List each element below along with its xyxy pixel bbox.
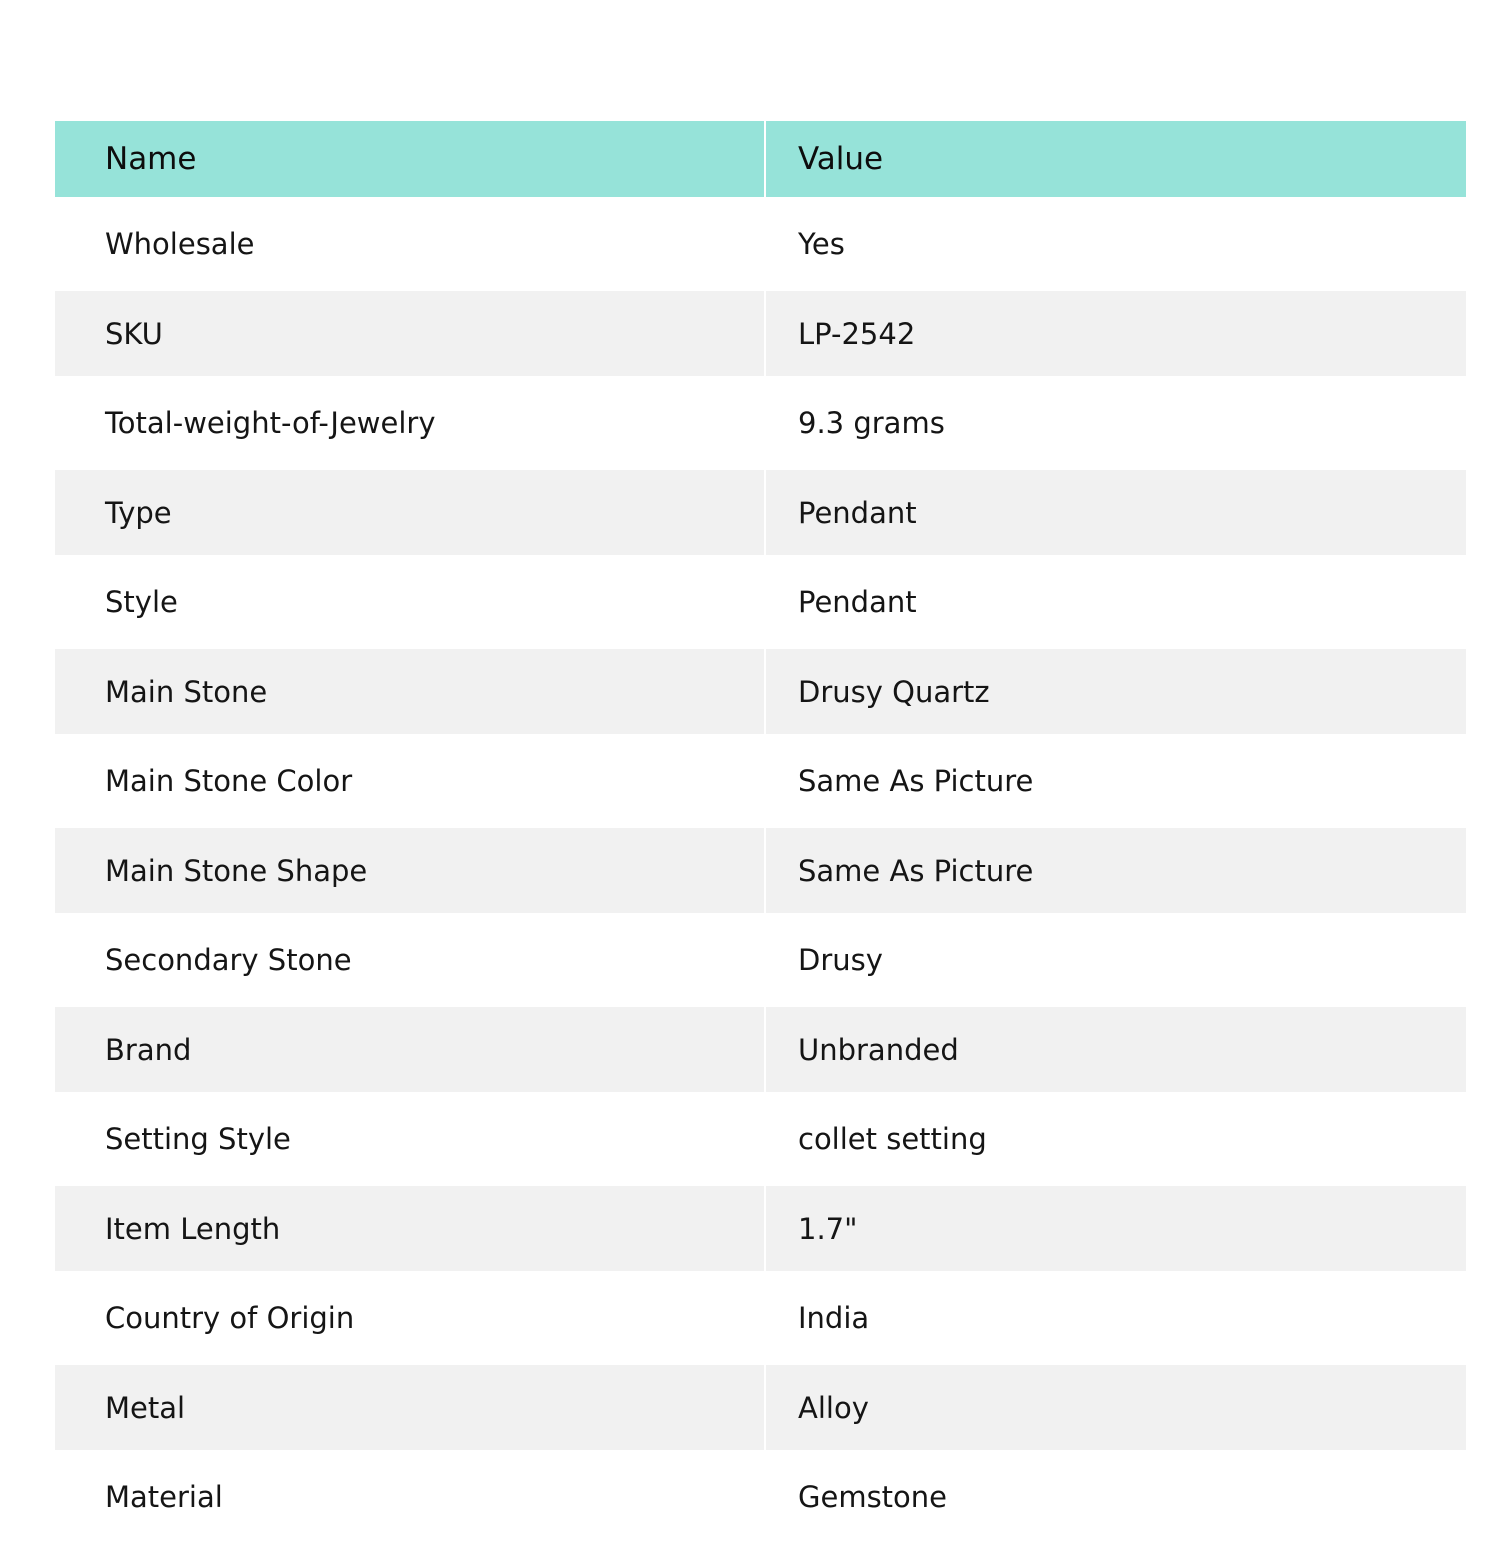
row-value-cell: LP-2542 bbox=[766, 291, 1466, 376]
row-name-cell: Total-weight-of-Jewelry bbox=[55, 376, 766, 470]
row-value-cell: Same As Picture bbox=[766, 734, 1466, 828]
row-value-cell: Drusy bbox=[766, 913, 1466, 1007]
table-row bbox=[55, 913, 1466, 1007]
row-name-cell: Main Stone Color bbox=[55, 734, 766, 828]
table-row bbox=[55, 555, 1466, 649]
row-value-cell: Pendant bbox=[766, 555, 1466, 649]
table-row bbox=[55, 376, 1466, 470]
row-name-cell: Secondary Stone bbox=[55, 913, 766, 1007]
table-row bbox=[55, 470, 1466, 555]
row-value-cell: Yes bbox=[766, 197, 1466, 291]
table-row bbox=[55, 1186, 1466, 1271]
row-value-cell: Alloy bbox=[766, 1365, 1466, 1450]
row-name-cell: Material bbox=[55, 1450, 766, 1544]
row-value-cell: 9.3 grams bbox=[766, 376, 1466, 470]
table-row bbox=[55, 197, 1466, 291]
table-row bbox=[55, 649, 1466, 734]
row-name-cell: Type bbox=[55, 470, 766, 555]
row-value-cell: Same As Picture bbox=[766, 828, 1466, 913]
column-header-name: Name bbox=[55, 121, 766, 197]
table-row bbox=[55, 291, 1466, 376]
table-row bbox=[55, 1271, 1466, 1365]
row-name-cell: Item Length bbox=[55, 1186, 766, 1271]
row-value-cell: collet setting bbox=[766, 1092, 1466, 1186]
specifications-table bbox=[55, 121, 1466, 1544]
row-name-cell: Wholesale bbox=[55, 197, 766, 291]
table-row bbox=[55, 1092, 1466, 1186]
row-name-cell: SKU bbox=[55, 291, 766, 376]
row-value-cell: Unbranded bbox=[766, 1007, 1466, 1092]
row-name-cell: Main Stone Shape bbox=[55, 828, 766, 913]
row-name-cell: Metal bbox=[55, 1365, 766, 1450]
column-header-value: Value bbox=[766, 121, 1466, 197]
table-header bbox=[55, 121, 1466, 197]
table-row bbox=[55, 1365, 1466, 1450]
row-value-cell: Gemstone bbox=[766, 1450, 1466, 1544]
table-row bbox=[55, 1007, 1466, 1092]
row-value-cell: 1.7" bbox=[766, 1186, 1466, 1271]
row-name-cell: Brand bbox=[55, 1007, 766, 1092]
table-body bbox=[55, 197, 1466, 1544]
row-value-cell: Drusy Quartz bbox=[766, 649, 1466, 734]
table-row bbox=[55, 1450, 1466, 1544]
row-value-cell: India bbox=[766, 1271, 1466, 1365]
table-row bbox=[55, 828, 1466, 913]
table-row bbox=[55, 734, 1466, 828]
row-value-cell: Pendant bbox=[766, 470, 1466, 555]
row-name-cell: Style bbox=[55, 555, 766, 649]
row-name-cell: Main Stone bbox=[55, 649, 766, 734]
row-name-cell: Country of Origin bbox=[55, 1271, 766, 1365]
table-header-row bbox=[55, 121, 1466, 197]
row-name-cell: Setting Style bbox=[55, 1092, 766, 1186]
